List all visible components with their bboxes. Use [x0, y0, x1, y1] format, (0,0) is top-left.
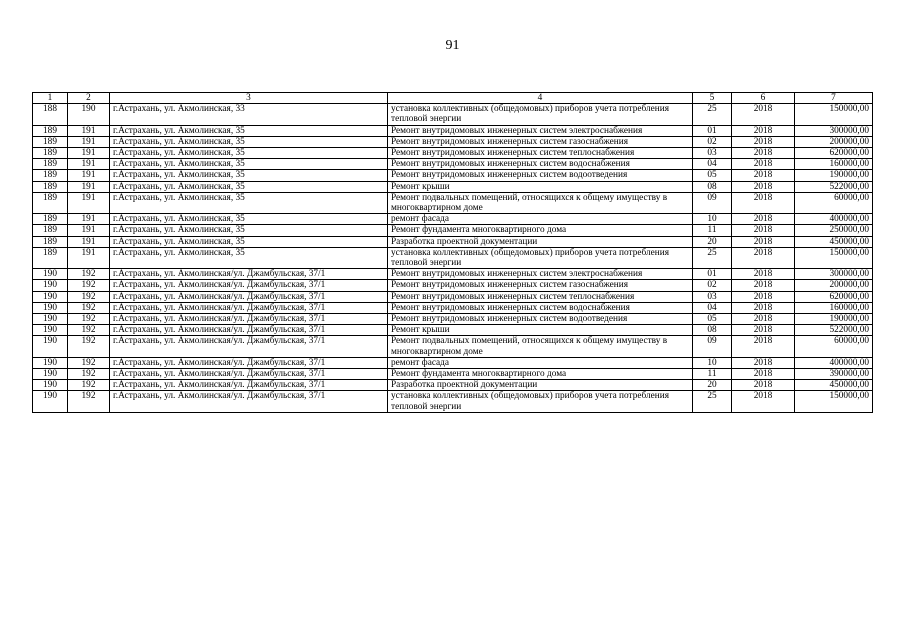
house-number-cell: 192 — [68, 325, 110, 336]
work-code-cell: 05 — [693, 170, 732, 181]
table-row — [33, 225, 873, 236]
house-number-cell: 190 — [68, 104, 110, 125]
cost-cell: 300000,00 — [795, 125, 873, 136]
address-cell: г.Астрахань, ул. Акмолинская, 35 — [110, 192, 388, 213]
table-row — [33, 314, 873, 325]
work-type-cell: ремонт фасада — [388, 214, 693, 225]
work-code-cell: 25 — [693, 247, 732, 268]
table-row — [33, 269, 873, 280]
cost-cell: 450000,00 — [795, 380, 873, 391]
year-cell: 2018 — [732, 181, 795, 192]
house-number-cell: 192 — [68, 380, 110, 391]
house-number-cell: 192 — [68, 291, 110, 302]
row-number-cell: 189 — [33, 225, 68, 236]
address-cell: г.Астрахань, ул. Акмолинская, 35 — [110, 247, 388, 268]
work-type-cell: Ремонт внутридомовых инженерных систем газоснабжения — [388, 136, 693, 147]
cost-cell: 390000,00 — [795, 369, 873, 380]
work-type-cell: Разработка проектной документации — [388, 236, 693, 247]
row-number-cell: 190 — [33, 269, 68, 280]
work-code-cell: 08 — [693, 325, 732, 336]
year-cell: 2018 — [732, 269, 795, 280]
work-type-cell: Ремонт подвальных помещений, относящихся к общему имуществу в многоквартирном доме — [388, 192, 693, 213]
row-number-cell: 190 — [33, 369, 68, 380]
page-number: 91 — [445, 38, 460, 53]
work-type-cell: Ремонт внутридомовых инженерных систем теплоснабжения — [388, 148, 693, 159]
house-number-cell: 191 — [68, 225, 110, 236]
work-type-cell: установка коллективных (общедомовых) приборов учета потребления тепловой энергии — [388, 391, 693, 412]
year-cell: 2018 — [732, 192, 795, 213]
row-number-cell: 190 — [33, 302, 68, 313]
work-type-cell: Ремонт внутридомовых инженерных систем электроснабжения — [388, 269, 693, 280]
address-cell: г.Астрахань, ул. Акмолинская/ул. Джамбульская, 37/1 — [110, 380, 388, 391]
work-code-cell: 20 — [693, 236, 732, 247]
year-cell: 2018 — [732, 280, 795, 291]
cost-cell: 190000,00 — [795, 314, 873, 325]
work-code-cell: 04 — [693, 302, 732, 313]
row-number-cell: 189 — [33, 159, 68, 170]
address-cell: г.Астрахань, ул. Акмолинская/ул. Джамбульская, 37/1 — [110, 314, 388, 325]
row-number-cell: 190 — [33, 314, 68, 325]
row-number-cell: 189 — [33, 181, 68, 192]
work-type-cell: Ремонт внутридомовых инженерных систем газоснабжения — [388, 280, 693, 291]
table-body — [33, 104, 873, 413]
table-row — [33, 391, 873, 412]
address-cell: г.Астрахань, ул. Акмолинская/ул. Джамбульская, 37/1 — [110, 357, 388, 368]
house-number-cell: 191 — [68, 159, 110, 170]
column-header: 2 — [68, 93, 110, 104]
work-type-cell: Ремонт подвальных помещений, относящихся к общему имуществу в многоквартирном доме — [388, 336, 693, 357]
table-row — [33, 247, 873, 268]
year-cell: 2018 — [732, 336, 795, 357]
cost-cell: 400000,00 — [795, 357, 873, 368]
work-code-cell: 05 — [693, 314, 732, 325]
cost-cell: 620000,00 — [795, 291, 873, 302]
house-number-cell: 191 — [68, 148, 110, 159]
address-cell: г.Астрахань, ул. Акмолинская, 35 — [110, 159, 388, 170]
year-cell: 2018 — [732, 247, 795, 268]
address-cell: г.Астрахань, ул. Акмолинская/ул. Джамбульская, 37/1 — [110, 280, 388, 291]
address-cell: г.Астрахань, ул. Акмолинская/ул. Джамбульская, 37/1 — [110, 369, 388, 380]
address-cell: г.Астрахань, ул. Акмолинская/ул. Джамбульская, 37/1 — [110, 325, 388, 336]
work-code-cell: 09 — [693, 336, 732, 357]
work-type-cell: Ремонт фундамента многоквартирного дома — [388, 369, 693, 380]
column-header: 4 — [388, 93, 693, 104]
column-header: 5 — [693, 93, 732, 104]
table-row — [33, 325, 873, 336]
house-number-cell: 191 — [68, 136, 110, 147]
work-code-cell: 02 — [693, 136, 732, 147]
row-number-cell: 190 — [33, 380, 68, 391]
house-number-cell: 192 — [68, 302, 110, 313]
row-number-cell: 189 — [33, 148, 68, 159]
work-code-cell: 20 — [693, 380, 732, 391]
work-code-cell: 25 — [693, 391, 732, 412]
year-cell: 2018 — [732, 170, 795, 181]
table-row — [33, 148, 873, 159]
table-row — [33, 181, 873, 192]
cost-cell: 400000,00 — [795, 214, 873, 225]
address-cell: г.Астрахань, ул. Акмолинская, 35 — [110, 170, 388, 181]
work-code-cell: 25 — [693, 104, 732, 125]
year-cell: 2018 — [732, 325, 795, 336]
house-number-cell: 191 — [68, 236, 110, 247]
house-number-cell: 192 — [68, 336, 110, 357]
work-code-cell: 11 — [693, 369, 732, 380]
row-number-cell: 189 — [33, 136, 68, 147]
work-type-cell: Ремонт фундамента многоквартирного дома — [388, 225, 693, 236]
work-type-cell: Ремонт внутридомовых инженерных систем водоотведения — [388, 170, 693, 181]
work-code-cell: 09 — [693, 192, 732, 213]
work-code-cell: 10 — [693, 214, 732, 225]
address-cell: г.Астрахань, ул. Акмолинская, 35 — [110, 236, 388, 247]
year-cell: 2018 — [732, 391, 795, 412]
column-header: 3 — [110, 93, 388, 104]
table-row — [33, 236, 873, 247]
work-code-cell: 03 — [693, 291, 732, 302]
cost-cell: 522000,00 — [795, 181, 873, 192]
year-cell: 2018 — [732, 314, 795, 325]
year-cell: 2018 — [732, 369, 795, 380]
work-code-cell: 02 — [693, 280, 732, 291]
column-header: 6 — [732, 93, 795, 104]
row-number-cell: 189 — [33, 125, 68, 136]
table-row — [33, 104, 873, 125]
year-cell: 2018 — [732, 104, 795, 125]
row-number-cell: 190 — [33, 336, 68, 357]
cost-cell: 620000,00 — [795, 148, 873, 159]
cost-cell: 250000,00 — [795, 225, 873, 236]
work-type-cell: Ремонт внутридомовых инженерных систем водоотведения — [388, 314, 693, 325]
year-cell: 2018 — [732, 380, 795, 391]
table-row — [33, 170, 873, 181]
house-number-cell: 192 — [68, 269, 110, 280]
address-cell: г.Астрахань, ул. Акмолинская, 35 — [110, 214, 388, 225]
address-cell: г.Астрахань, ул. Акмолинская, 33 — [110, 104, 388, 125]
year-cell: 2018 — [732, 291, 795, 302]
table-row — [33, 302, 873, 313]
house-number-cell: 192 — [68, 357, 110, 368]
year-cell: 2018 — [732, 236, 795, 247]
cost-cell: 150000,00 — [795, 391, 873, 412]
year-cell: 2018 — [732, 302, 795, 313]
year-cell: 2018 — [732, 136, 795, 147]
row-number-cell: 190 — [33, 280, 68, 291]
cost-cell: 200000,00 — [795, 136, 873, 147]
work-code-cell: 11 — [693, 225, 732, 236]
table-row — [33, 357, 873, 368]
row-number-cell: 189 — [33, 214, 68, 225]
year-cell: 2018 — [732, 125, 795, 136]
header-row — [33, 93, 873, 104]
address-cell: г.Астрахань, ул. Акмолинская, 35 — [110, 148, 388, 159]
house-number-cell: 191 — [68, 125, 110, 136]
cost-cell: 450000,00 — [795, 236, 873, 247]
address-cell: г.Астрахань, ул. Акмолинская, 35 — [110, 181, 388, 192]
work-type-cell: Ремонт внутридомовых инженерных систем электроснабжения — [388, 125, 693, 136]
house-number-cell: 192 — [68, 314, 110, 325]
year-cell: 2018 — [732, 159, 795, 170]
cost-cell: 150000,00 — [795, 104, 873, 125]
cost-cell: 60000,00 — [795, 192, 873, 213]
house-number-cell: 191 — [68, 170, 110, 181]
row-number-cell: 189 — [33, 170, 68, 181]
work-type-cell: установка коллективных (общедомовых) приборов учета потребления тепловой энергии — [388, 104, 693, 125]
table-row — [33, 369, 873, 380]
address-cell: г.Астрахань, ул. Акмолинская/ул. Джамбульская, 37/1 — [110, 336, 388, 357]
works-table — [32, 92, 873, 413]
row-number-cell: 189 — [33, 236, 68, 247]
row-number-cell: 189 — [33, 247, 68, 268]
row-number-cell: 190 — [33, 357, 68, 368]
address-cell: г.Астрахань, ул. Акмолинская/ул. Джамбульская, 37/1 — [110, 291, 388, 302]
address-cell: г.Астрахань, ул. Акмолинская/ул. Джамбульская, 37/1 — [110, 302, 388, 313]
column-header: 7 — [795, 93, 873, 104]
address-cell: г.Астрахань, ул. Акмолинская/ул. Джамбульская, 37/1 — [110, 269, 388, 280]
year-cell: 2018 — [732, 214, 795, 225]
work-type-cell: установка коллективных (общедомовых) приборов учета потребления тепловой энергии — [388, 247, 693, 268]
table-row — [33, 159, 873, 170]
work-code-cell: 10 — [693, 357, 732, 368]
year-cell: 2018 — [732, 225, 795, 236]
table-row — [33, 336, 873, 357]
row-number-cell: 190 — [33, 291, 68, 302]
work-type-cell: Ремонт крыши — [388, 181, 693, 192]
house-number-cell: 192 — [68, 369, 110, 380]
row-number-cell: 188 — [33, 104, 68, 125]
work-code-cell: 04 — [693, 159, 732, 170]
work-type-cell: Ремонт крыши — [388, 325, 693, 336]
year-cell: 2018 — [732, 148, 795, 159]
house-number-cell: 192 — [68, 391, 110, 412]
work-type-cell: Разработка проектной документации — [388, 380, 693, 391]
cost-cell: 60000,00 — [795, 336, 873, 357]
row-number-cell: 189 — [33, 192, 68, 213]
house-number-cell: 191 — [68, 214, 110, 225]
house-number-cell: 191 — [68, 247, 110, 268]
house-number-cell: 191 — [68, 192, 110, 213]
cost-cell: 160000,00 — [795, 159, 873, 170]
year-cell: 2018 — [732, 357, 795, 368]
address-cell: г.Астрахань, ул. Акмолинская, 35 — [110, 225, 388, 236]
work-type-cell: Ремонт внутридомовых инженерных систем водоснабжения — [388, 159, 693, 170]
cost-cell: 522000,00 — [795, 325, 873, 336]
work-type-cell: Ремонт внутридомовых инженерных систем водоснабжения — [388, 302, 693, 313]
address-cell: г.Астрахань, ул. Акмолинская/ул. Джамбульская, 37/1 — [110, 391, 388, 412]
work-code-cell: 03 — [693, 148, 732, 159]
work-type-cell: Ремонт внутридомовых инженерных систем теплоснабжения — [388, 291, 693, 302]
cost-cell: 160000,00 — [795, 302, 873, 313]
work-code-cell: 08 — [693, 181, 732, 192]
address-cell: г.Астрахань, ул. Акмолинская, 35 — [110, 136, 388, 147]
address-cell: г.Астрахань, ул. Акмолинская, 35 — [110, 125, 388, 136]
work-type-cell: ремонт фасада — [388, 357, 693, 368]
work-code-cell: 01 — [693, 125, 732, 136]
column-header: 1 — [33, 93, 68, 104]
table-row — [33, 136, 873, 147]
house-number-cell: 192 — [68, 280, 110, 291]
row-number-cell: 190 — [33, 391, 68, 412]
cost-cell: 200000,00 — [795, 280, 873, 291]
work-code-cell: 01 — [693, 269, 732, 280]
cost-cell: 300000,00 — [795, 269, 873, 280]
table-row — [33, 380, 873, 391]
table-row — [33, 214, 873, 225]
cost-cell: 150000,00 — [795, 247, 873, 268]
table-row — [33, 291, 873, 302]
cost-cell: 190000,00 — [795, 170, 873, 181]
table-row — [33, 280, 873, 291]
table-row — [33, 192, 873, 213]
table-row — [33, 125, 873, 136]
house-number-cell: 191 — [68, 181, 110, 192]
row-number-cell: 190 — [33, 325, 68, 336]
